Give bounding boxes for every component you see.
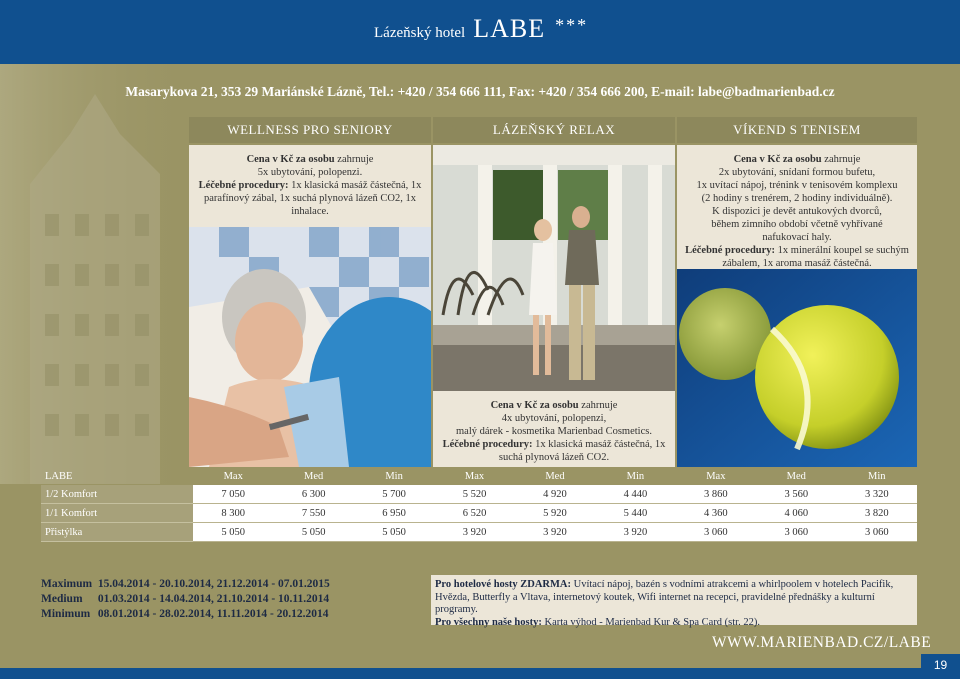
info-line: nafukovací haly.	[762, 232, 832, 243]
info-line: během zimního období včetně vyhřívané	[711, 219, 883, 230]
season-label: Maximum	[41, 578, 93, 590]
price-line: Cena v Kč za osobu zahrnuje	[246, 154, 374, 165]
price-line: Cena v Kč za osobu zahrnuje	[733, 154, 861, 165]
package-info-relax	[433, 391, 675, 467]
season-label: Minimum	[41, 608, 91, 620]
season-row	[41, 592, 330, 607]
hotel-address: Masarykova 21, 353 29 Mariánské Lázně, Tel.: +420 / 354 666 111, Fax: +420 / 354 666 200, E-mail: labe@badmarienbad.cz	[125, 84, 835, 99]
website-link[interactable]: WWW.MARIENBAD.CZ/LABE	[712, 634, 932, 651]
price-cell: 6 520	[434, 504, 514, 523]
price-cell: 5 700	[354, 485, 434, 504]
price-cell: 5 520	[434, 485, 514, 504]
header-bar	[0, 0, 960, 64]
table-header-label: LABE	[45, 471, 73, 482]
column-header: Med	[304, 471, 324, 482]
massage-photo	[189, 227, 431, 467]
guest-benefits-note	[431, 575, 917, 628]
price-cell: 5 920	[515, 504, 595, 523]
price-cell: 5 050	[193, 523, 273, 542]
season-range: 08.01.2014 - 28.02.2014, 11.11.2014 - 20.12.2014	[97, 608, 329, 620]
price-line: Cena v Kč za osobu zahrnuje	[490, 400, 618, 411]
info-line: K dispozici je devět antukových dvorců,	[712, 206, 882, 217]
procedures-line: Léčebné procedury: 1x klasická masáž částečná, 1x parafínový zábal, 1x suchá plynová lázeň CO2, 1x inhalace.	[198, 180, 422, 217]
package-info-wellness	[189, 145, 431, 227]
package-title-wellness: WELLNESS PRO SENIORY	[189, 117, 431, 143]
building-background-image	[0, 64, 200, 484]
colonnade-photo	[433, 145, 675, 391]
price-cell: 3 320	[837, 485, 918, 504]
season-range: 01.03.2014 - 14.04.2014, 21.10.2014 - 10.11.2014	[97, 593, 330, 605]
price-cell: 3 860	[676, 485, 756, 504]
room-type: 1/1 Komfort	[41, 504, 193, 523]
table-row	[41, 504, 917, 523]
hotel-stars: ***	[555, 14, 589, 35]
room-type: 1/2 Komfort	[41, 485, 193, 504]
price-cell: 4 920	[515, 485, 595, 504]
price-cell: 6 950	[354, 504, 434, 523]
all-guests-line: Pro všechny naše hosty: Karta výhod - Marienbad Kur & Spa Card (str. 22).	[435, 616, 760, 628]
price-cell: 6 300	[273, 485, 353, 504]
hotel-brand	[374, 14, 588, 44]
table-row	[41, 523, 917, 542]
price-cell: 3 920	[595, 523, 675, 542]
free-services-line: Pro hotelové hosty ZDARMA: Uvítací nápoj, bazén s vodními atrakcemi a whirlpoolem v hotelech Pacifik, Hvězda, Butterfly a Vltava, internetový koutek, Wifi internet na recepci, pravidelné přednášky a kulturní programy.	[435, 579, 894, 615]
package-title-tennis: VÍKEND S TENISEM	[677, 117, 917, 143]
procedures-line: Léčebné procedury: 1x minerální koupel se suchým zábalem, 1x aroma masáž částečná.	[685, 245, 909, 269]
column-header: Min	[626, 471, 645, 482]
price-cell: 4 440	[595, 485, 675, 504]
column-header: Max	[223, 471, 243, 482]
column-header: Max	[464, 471, 485, 482]
column-header: Med	[545, 471, 565, 482]
info-line: 2x ubytování, snídaní formou bufetu,	[718, 167, 876, 178]
tennis-balls-photo	[677, 269, 917, 467]
footer-bar	[0, 668, 960, 679]
price-cell: 3 060	[756, 523, 836, 542]
price-cell: 3 820	[837, 504, 918, 523]
column-header: Min	[867, 471, 886, 482]
package-title-relax: LÁZEŇSKÝ RELAX	[433, 117, 675, 143]
price-cell: 8 300	[193, 504, 273, 523]
price-table	[41, 468, 917, 542]
price-cell: 3 560	[756, 485, 836, 504]
info-line: malý dárek - kosmetika Marienbad Cosmetics.	[456, 426, 652, 437]
table-header-row	[41, 468, 917, 485]
procedures-line: Léčebné procedury: 1x klasická masáž částečná, 1x suchá plynová lázeň CO2.	[442, 439, 666, 463]
info-line: 5x ubytování, polopenzi.	[257, 167, 363, 178]
price-cell: 7 550	[273, 504, 353, 523]
season-label: Medium	[41, 593, 83, 605]
season-range: 15.04.2014 - 20.10.2014, 21.12.2014 - 07.01.2015	[97, 578, 330, 590]
table-row	[41, 485, 917, 504]
column-header: Min	[385, 471, 403, 482]
price-cell: 5 050	[354, 523, 434, 542]
info-line: 4x ubytování, polopenzi,	[501, 413, 607, 424]
season-row	[41, 577, 330, 592]
price-cell: 7 050	[193, 485, 273, 504]
hotel-name: LABE	[473, 14, 546, 43]
price-cell: 4 360	[676, 504, 756, 523]
season-row	[41, 607, 330, 622]
price-cell: 5 050	[273, 523, 353, 542]
price-cell: 4 060	[756, 504, 836, 523]
page-number: 19	[921, 654, 960, 679]
room-type: Přistýlka	[41, 523, 193, 542]
info-line: (2 hodiny s trenérem, 2 hodiny individuálně).	[701, 193, 893, 204]
price-cell: 3 920	[434, 523, 514, 542]
price-cell: 3 920	[515, 523, 595, 542]
price-cell: 5 440	[595, 504, 675, 523]
hotel-prefix: Lázeňský hotel	[374, 25, 466, 41]
season-dates	[41, 577, 330, 622]
price-cell: 3 060	[837, 523, 918, 542]
column-header: Max	[706, 471, 726, 482]
package-info-tennis	[677, 145, 917, 269]
column-header: Med	[786, 471, 806, 482]
price-cell: 3 060	[676, 523, 756, 542]
info-line: 1x uvítací nápoj, trénink v tenisovém komplexu	[696, 180, 898, 191]
